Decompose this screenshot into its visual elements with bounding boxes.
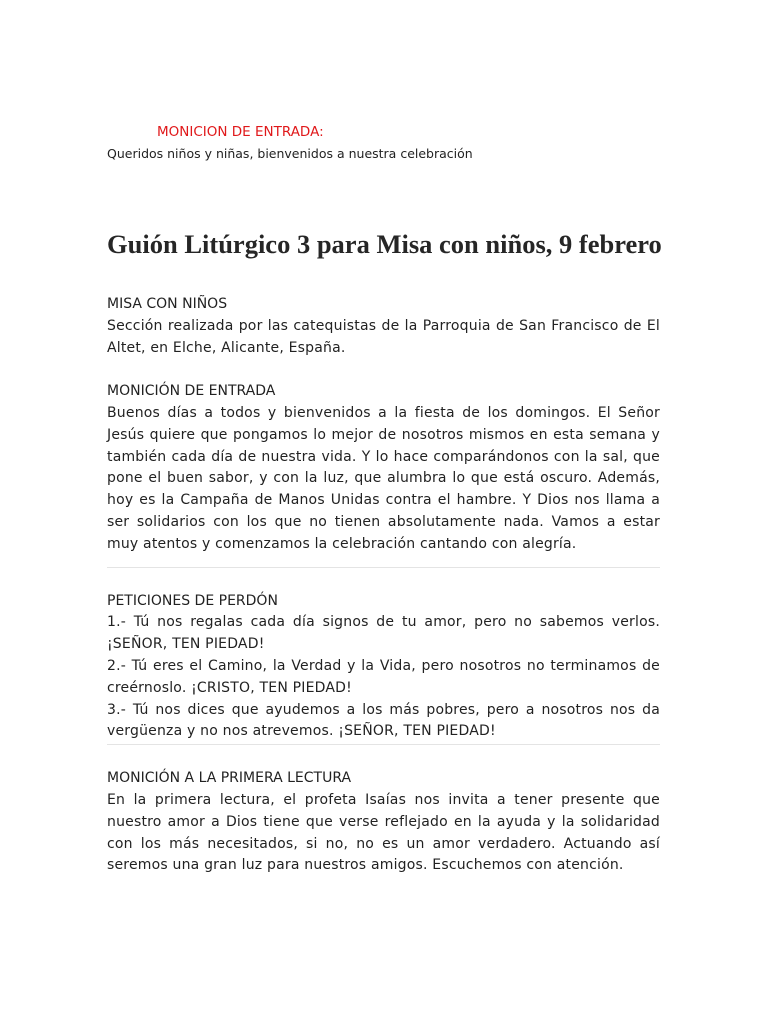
lectura-text: En la primera lectura, el profeta Isaías nos invita a tener presente que nuestro amor a Dios tiene que verse reflejado en la ayuda y la solidaridad con los más necesitados, si no, no es un amor verdadero. Actuando así seremos una gran luz para nuestros amigos. Escuchemos con atención. bbox=[107, 791, 660, 874]
misa-heading: MISA CON NIÑOS bbox=[107, 296, 228, 312]
page-title: Guión Litúrgico 3 para Misa con niños, 9 febrero bbox=[107, 229, 662, 259]
misa-credit-text: Sección realizada por las catequistas de la Parroquia de San Francisco de El Altet, en Elche, Alicante, España. bbox=[107, 317, 660, 356]
document-body bbox=[107, 294, 660, 877]
intro-heading: MONICION DE ENTRADA: bbox=[157, 124, 324, 140]
section-divider bbox=[107, 744, 660, 745]
perdon-item-2: 2.- Tú eres el Camino, la Verdad y la Vida, pero nosotros no terminamos de creérnoslo. ¡CRISTO, TEN PIEDAD! bbox=[107, 657, 660, 696]
section-divider bbox=[107, 567, 660, 568]
entrada-text: Buenos días a todos y bienvenidos a la fiesta de los domingos. El Señor Jesús quiere que pongamos lo mejor de nosotros mismos en esta semana y también cada día de nuestra vida. Y lo hace comparándonos con la sal, que pone el buen sabor, y con la luz, que alumbra lo que está oscuro. Además, hoy es la Campaña de Manos Unidas contra el hambre. Y Dios nos llama a ser solidarios con los que no tienen absolutamente nada. Vamos a estar muy atentos y comenzamos la celebración cantando con alegría. bbox=[107, 404, 660, 552]
perdon-heading: PETICIONES DE PERDÓN bbox=[107, 592, 278, 609]
entrada-heading: MONICIÓN DE ENTRADA bbox=[107, 383, 276, 400]
perdon-item-1: 1.- Tú nos regalas cada día signos de tu amor, pero no sabemos verlos. ¡SEÑOR, TEN PIEDAD! bbox=[107, 614, 660, 653]
intro-greeting: Queridos niños y niñas, bienvenidos a nuestra celebración bbox=[107, 146, 473, 161]
perdon-item-3: 3.- Tú nos dices que ayudemos a los más pobres, pero a nosotros nos da vergüenza y no nos atrevemos. ¡SEÑOR, TEN PIEDAD! bbox=[107, 701, 660, 740]
spacer bbox=[107, 359, 660, 381]
lectura-heading: MONICIÓN A LA PRIMERA LECTURA bbox=[107, 770, 352, 787]
